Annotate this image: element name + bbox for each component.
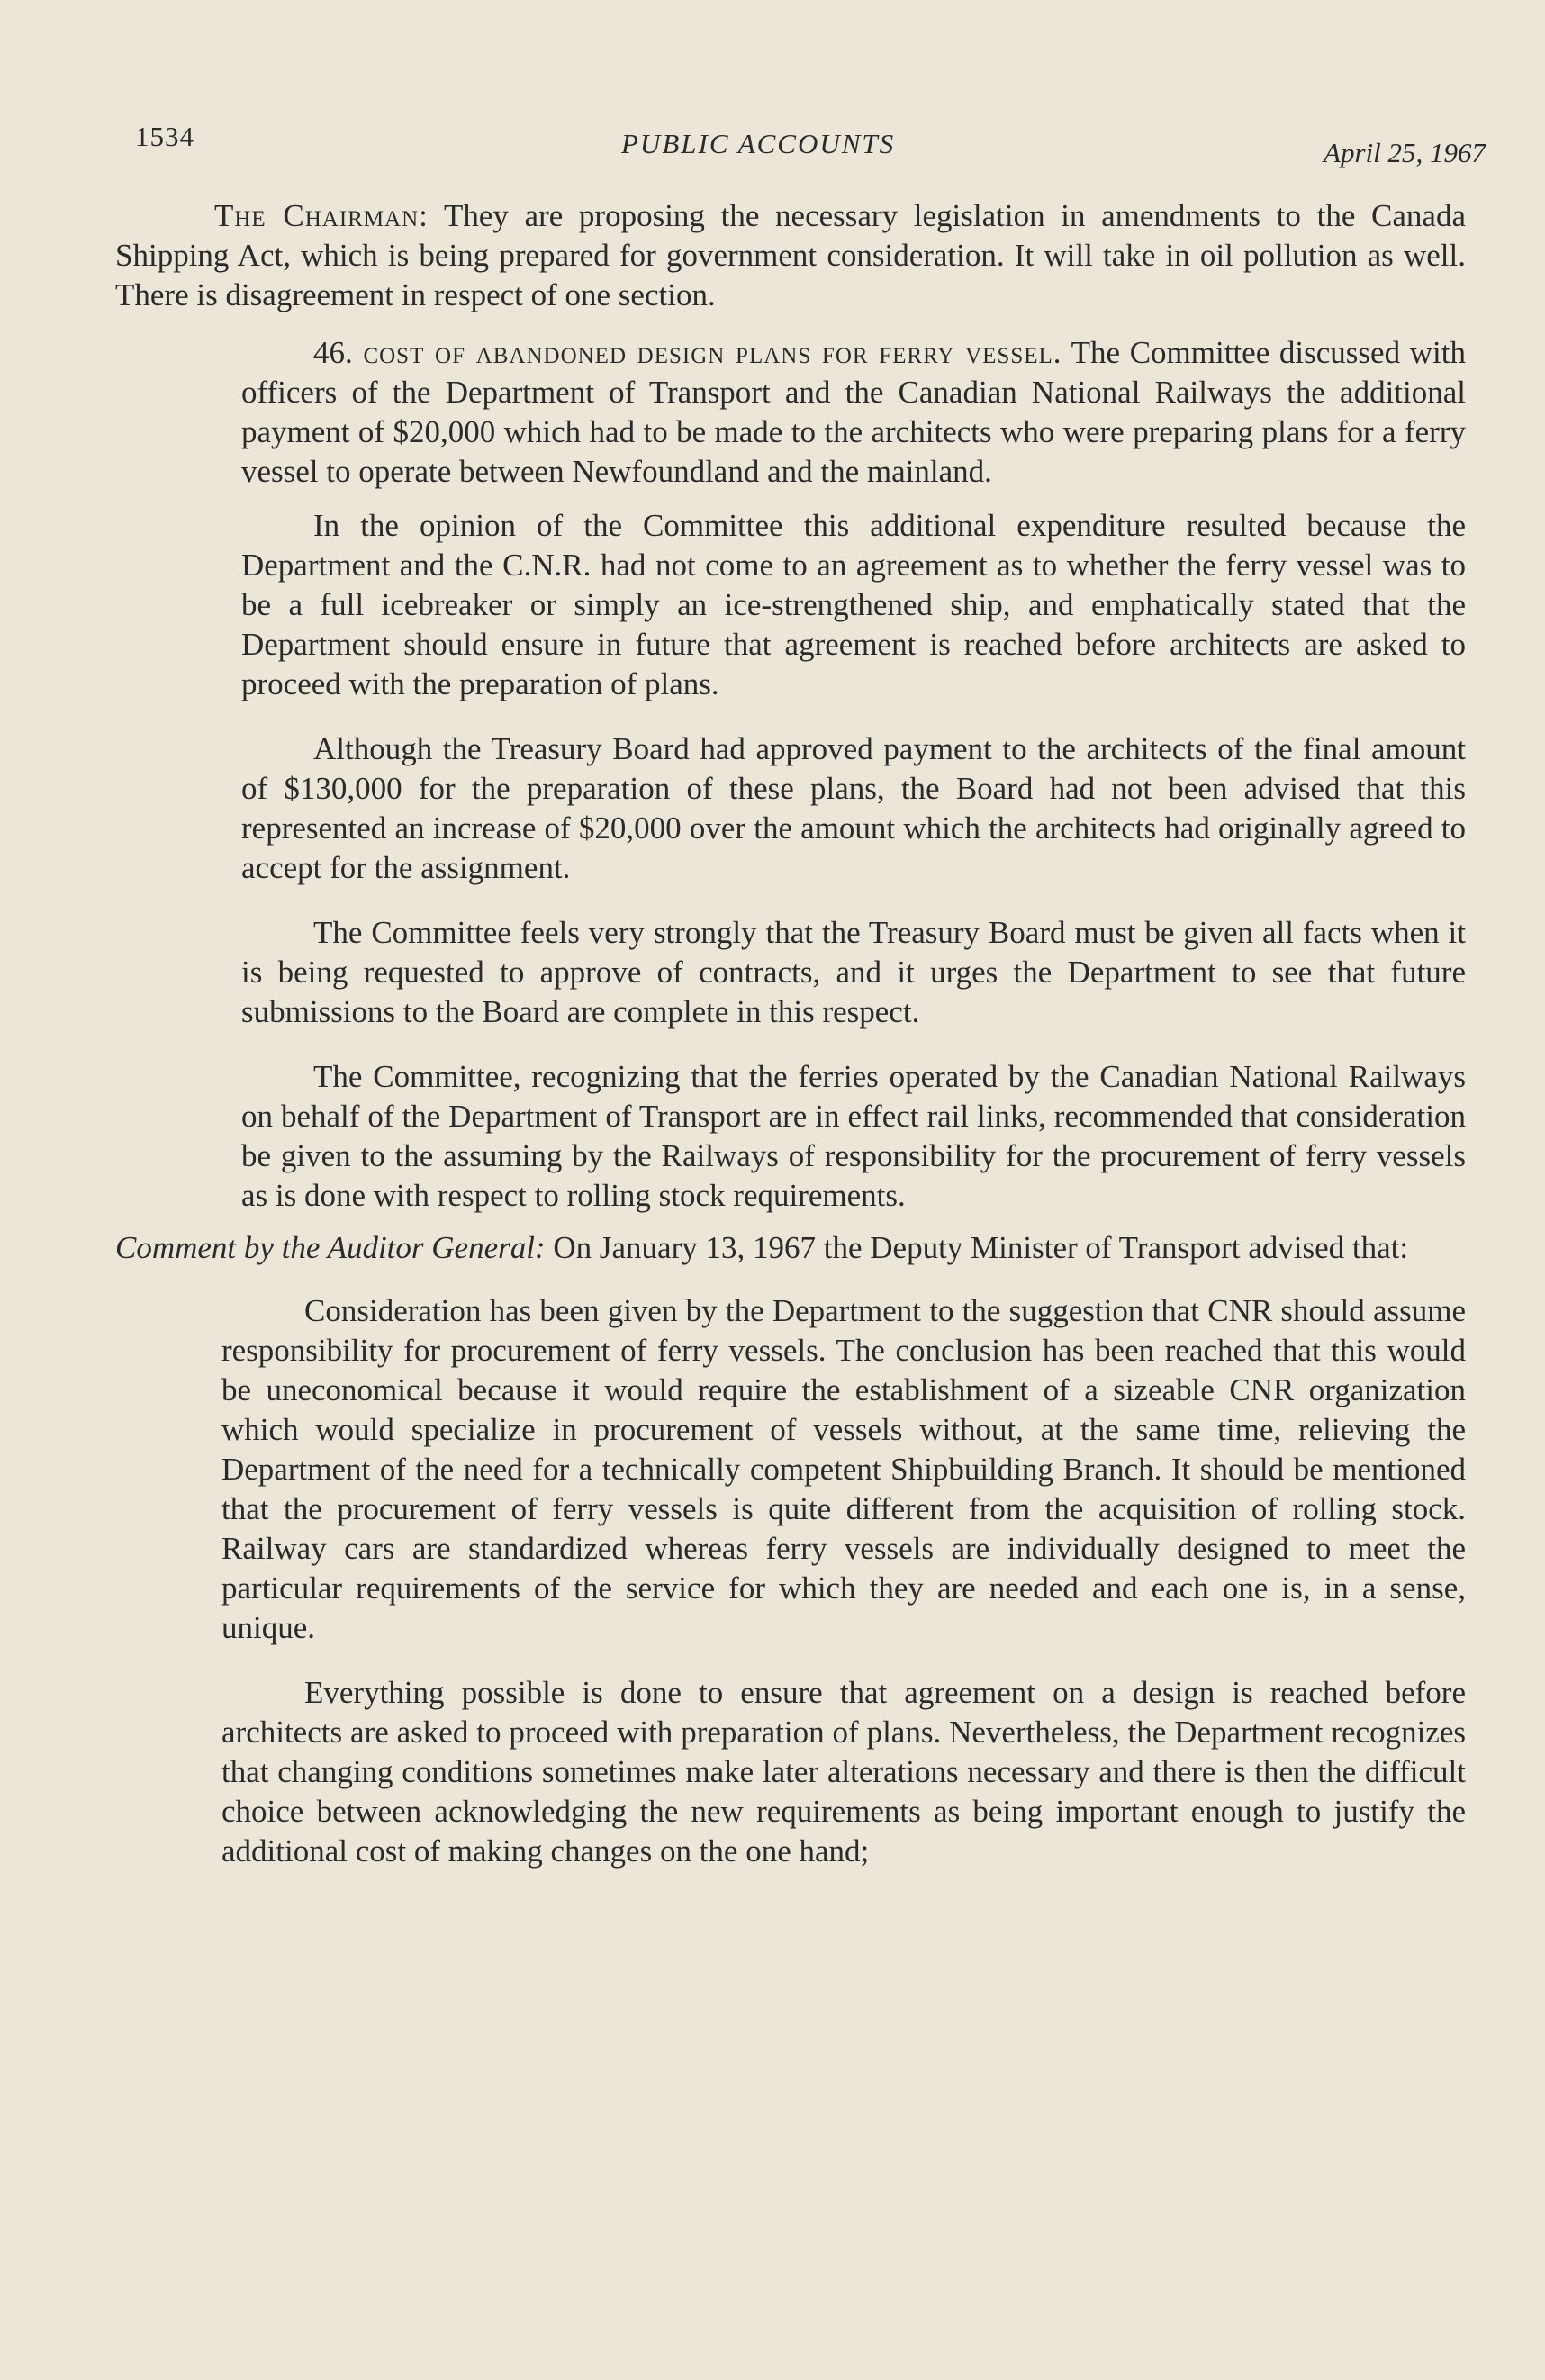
consideration-quote-paragraph: Consideration has been given by the Department to the suggestion that CNR should assume responsibility for procurement of ferry vessels. The conclusion has been reached that this would be uneconomical because it would require the establishment of a sizeable CNR organization which would specialize in procurement of vessels without, at the same time, relieving the Department of the need for a technically competent Shipbuilding Branch. It should be mentioned that the procurement of ferry vessels is quite different from the acquisition of rolling stock. Railway cars are standardized whereas ferry vessels are individually designed to meet the particular requirements of the service for which they are needed and each one is, in a sense, unique. — [221, 1293, 1466, 1645]
chairman-text: They are proposing the necessary legislation in amendments to the Canada Shipping Act, which is being prepared for government consideration. It will take in oil pollution as well. There is disagreement in respect of one section. — [115, 198, 1466, 312]
item-46-paragraph — [241, 333, 1466, 492]
auditor-comment-paragraph — [115, 1228, 1466, 1268]
page-header — [135, 117, 1486, 171]
committee-feels-paragraph: The Committee feels very strongly that the Treasury Board must be given all facts when it is being requested to approve of contracts, and it urges the Department to see that future submissions to the Board are complete in this respect. — [241, 915, 1466, 1029]
chairman-paragraph — [115, 196, 1466, 315]
comment-text: On January 13, 1967 the Deputy Minister of Transport advised that: — [545, 1230, 1409, 1265]
running-title: PUBLIC ACCOUNTS — [621, 128, 896, 159]
committee-recognizing-paragraph: The Committee, recognizing that the ferries operated by the Canadian National Railways on behalf of the Department of Transport are in effect rail links, recommended that consideration be given to the assuming by the Railways of responsibility for the procurement of ferry vessels as is done with respect to rolling stock requirements. — [241, 1059, 1466, 1213]
item-46-text: The Committee discussed with officers of the Department of Transport and the Canadian National Railways the additional payment of $20,000 which had to be made to the architects who were preparing plans for a ferry vessel to operate between Newfoundland and the mainland. — [241, 335, 1466, 489]
page-number: 1534 — [135, 121, 194, 152]
everything-possible-quote-paragraph: Everything possible is done to ensure that agreement on a design is reached before architects are asked to proceed with preparation of plans. Nevertheless, the Department recognizes that changing conditions sometimes make later alterations necessary and there is then the difficult choice between acknowledging the new requirements as being important enough to justify the additional cost of making changes on the one hand; — [221, 1675, 1466, 1869]
comment-label: Comment by the Auditor General: — [115, 1230, 546, 1265]
opinion-paragraph: In the opinion of the Committee this additional expenditure resulted because the Department and the C.N.R. had not come to an agreement as to whether the ferry vessel was to be a full icebreaker or simply an ice-strengthened ship, and emphatically stated that the Department should ensure in future that agreement is reached before architects are asked to proceed with the preparation of plans. — [241, 508, 1466, 701]
document-body — [115, 196, 1466, 1871]
speaker-label: The Chairman: — [214, 198, 429, 233]
header-date: April 25, 1967 — [1324, 137, 1486, 168]
treasury-paragraph: Although the Treasury Board had approved payment to the architects of the final amount of $130,000 for the preparation of these plans, the Board had not been advised that this represented an increase of $20,000 over the amount which the architects had originally agreed to accept for the assignment. — [241, 731, 1466, 885]
item-heading: cost of abandoned design plans for ferry vessel. — [352, 335, 1062, 370]
item-number: 46. — [313, 335, 353, 370]
